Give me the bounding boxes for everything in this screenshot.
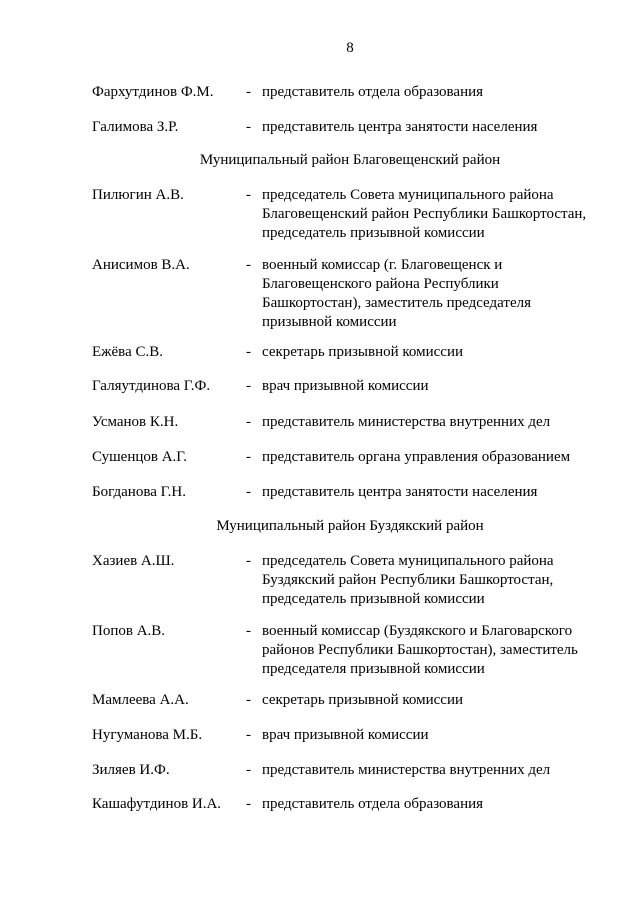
separator-dash: - (246, 187, 251, 203)
separator-dash: - (246, 257, 251, 273)
member-role: представитель центра занятости населения (262, 484, 538, 500)
member-name: Галимова З.Р. (92, 119, 179, 135)
member-role: представитель центра занятости населения (262, 119, 538, 135)
member-role: председатель Совета муниципального района Благовещенский район Республики Башкортостан, председатель призывной комиссии (262, 187, 587, 241)
member-name: Мамлеева А.А. (92, 692, 189, 708)
member-role: военный комиссар (г. Благовещенск и Благовещенского района Республики Башкортостан), заместитель председателя призывной комиссии (262, 257, 532, 330)
member-name: Богданова Г.Н. (92, 484, 186, 500)
separator-dash: - (246, 623, 251, 639)
member-name: Хазиев А.Ш. (92, 553, 175, 569)
member-role: врач призывной комиссии (262, 378, 429, 394)
separator-dash: - (246, 84, 251, 100)
member-name: Пилюгин А.В. (92, 187, 184, 203)
member-name: Сушенцов А.Г. (92, 449, 188, 465)
member-role: председатель Совета муниципального района Буздякский район Республики Башкортостан, председатель призывной комиссии (262, 553, 554, 607)
separator-dash: - (246, 553, 251, 569)
member-role: секретарь призывной комиссии (262, 344, 464, 360)
separator-dash: - (246, 119, 251, 135)
member-role: представитель министерства внутренних дел (262, 762, 551, 778)
page-number: 8 (346, 40, 354, 56)
separator-dash: - (246, 484, 251, 500)
separator-dash: - (246, 796, 251, 812)
separator-dash: - (246, 727, 251, 743)
member-role: представитель министерства внутренних дел (262, 414, 551, 430)
member-role: врач призывной комиссии (262, 727, 429, 743)
member-name: Попов А.В. (92, 623, 166, 639)
separator-dash: - (246, 449, 251, 465)
separator-dash: - (246, 344, 251, 360)
separator-dash: - (246, 692, 251, 708)
member-name: Кашафутдинов И.А. (92, 796, 222, 812)
member-role: секретарь призывной комиссии (262, 692, 464, 708)
member-role: военный комиссар (Буздякского и Благоварского районов Республики Башкортостан), заместитель председателя призывной комиссии (262, 623, 578, 677)
separator-dash: - (246, 378, 251, 394)
district-heading: Муниципальный район Благовещенский район (199, 152, 501, 168)
member-name: Галяутдинова Г.Ф. (92, 378, 211, 394)
member-role: представитель отдела образования (262, 796, 484, 812)
member-name: Ежёва С.В. (92, 344, 163, 360)
member-name: Усманов К.Н. (92, 414, 179, 430)
member-name: Зиляев И.Ф. (92, 762, 170, 778)
separator-dash: - (246, 414, 251, 430)
member-role: представитель отдела образования (262, 84, 484, 100)
member-name: Фархутдинов Ф.М. (92, 84, 214, 100)
member-name: Нугуманова М.Б. (92, 727, 203, 743)
district-heading: Муниципальный район Буздякский район (216, 518, 484, 534)
member-role: представитель органа управления образованием (262, 449, 571, 465)
member-name: Анисимов В.А. (92, 257, 190, 273)
separator-dash: - (246, 762, 251, 778)
